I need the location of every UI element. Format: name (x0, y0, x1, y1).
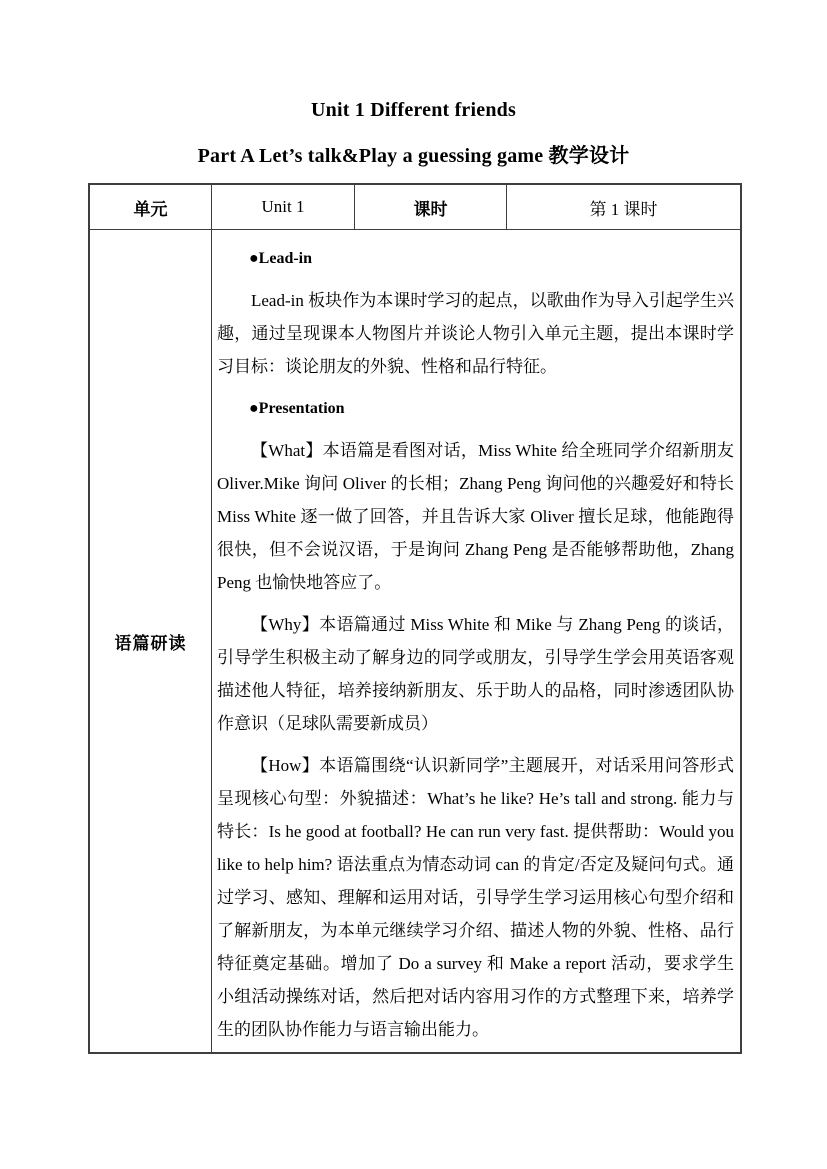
document-title-line-2: Part A Let’s talk&Play a guessing game 教学设计 (197, 145, 630, 167)
lesson-info-table (88, 183, 742, 1054)
paragraph-how: 【How】本语篇围绕“认识新同学”主题展开，对话采用问答形式呈现核心句型：外貌描述：What’s he like? He’s tall and strong. 能力与特长：Is he good at football? He can run very fast. 提供帮助：Would you like to help him? 语法重点为情态动词 can 的肯定/否定及疑问句式。通过学习、感知、理解和运用对话，引导学生学习运用核心句型介绍和了解新朋友，为本单元继续学习介绍、描述人物的外貌、性格、品行特征奠定基础。增加了 Do a survey 和 Make a report 活动，要求学生小组活动操练对话，然后把对话内容用习作的方式整理下来，培养学生的团队协作能力与语言输出能力。 (217, 756, 734, 1039)
period-label-cell: 课时 (355, 185, 507, 229)
text-analysis-content (212, 230, 740, 1052)
unit-value-cell: Unit 1 (212, 185, 355, 229)
period-value-cell: 第 1 课时 (589, 199, 658, 219)
paragraph-what: 【What】本语篇是看图对话，Miss White 给全班同学介绍新朋友 Oliver.Mike 询问 Oliver 的长相；Zhang Peng 询问他的兴趣爱好和特长 Miss White 逐一做了回答，并且告诉大家 Oliver 擅长足球，他能跑得很快，但不会说汉语，于是询问 Zhang Peng 是否能够帮助他，Zhang Peng 也愉快地答应了。 (217, 441, 734, 592)
paragraph-why: 【Why】本语篇通过 Miss White 和 Mike 与 Zhang Peng 的谈话，引导学生积极主动了解身边的同学或朋友，引导学生学会用英语客观描述他人特征，培养接纳新朋友、乐于助人的品格，同时渗透团队协作意识（足球队需要新成员） (217, 615, 734, 733)
table-header-row (90, 185, 740, 230)
document-title-line-1: Unit 1 Different friends (311, 99, 516, 121)
text-analysis-row-label: 语篇研读 (90, 230, 212, 1052)
paragraph-lead-in: Lead-in 板块作为本课时学习的起点，以歌曲作为导入引起学生兴趣，通过呈现课本人物图片并谈论人物引入单元主题，提出本课时学习目标：谈论朋友的外貌、性格和品行特征。 (217, 291, 734, 376)
section-heading-presentation: ●Presentation (249, 400, 345, 417)
table-body-row (90, 230, 740, 1052)
unit-label-cell: 单元 (90, 185, 212, 229)
section-heading-lead-in: ●Lead-in (249, 250, 313, 267)
